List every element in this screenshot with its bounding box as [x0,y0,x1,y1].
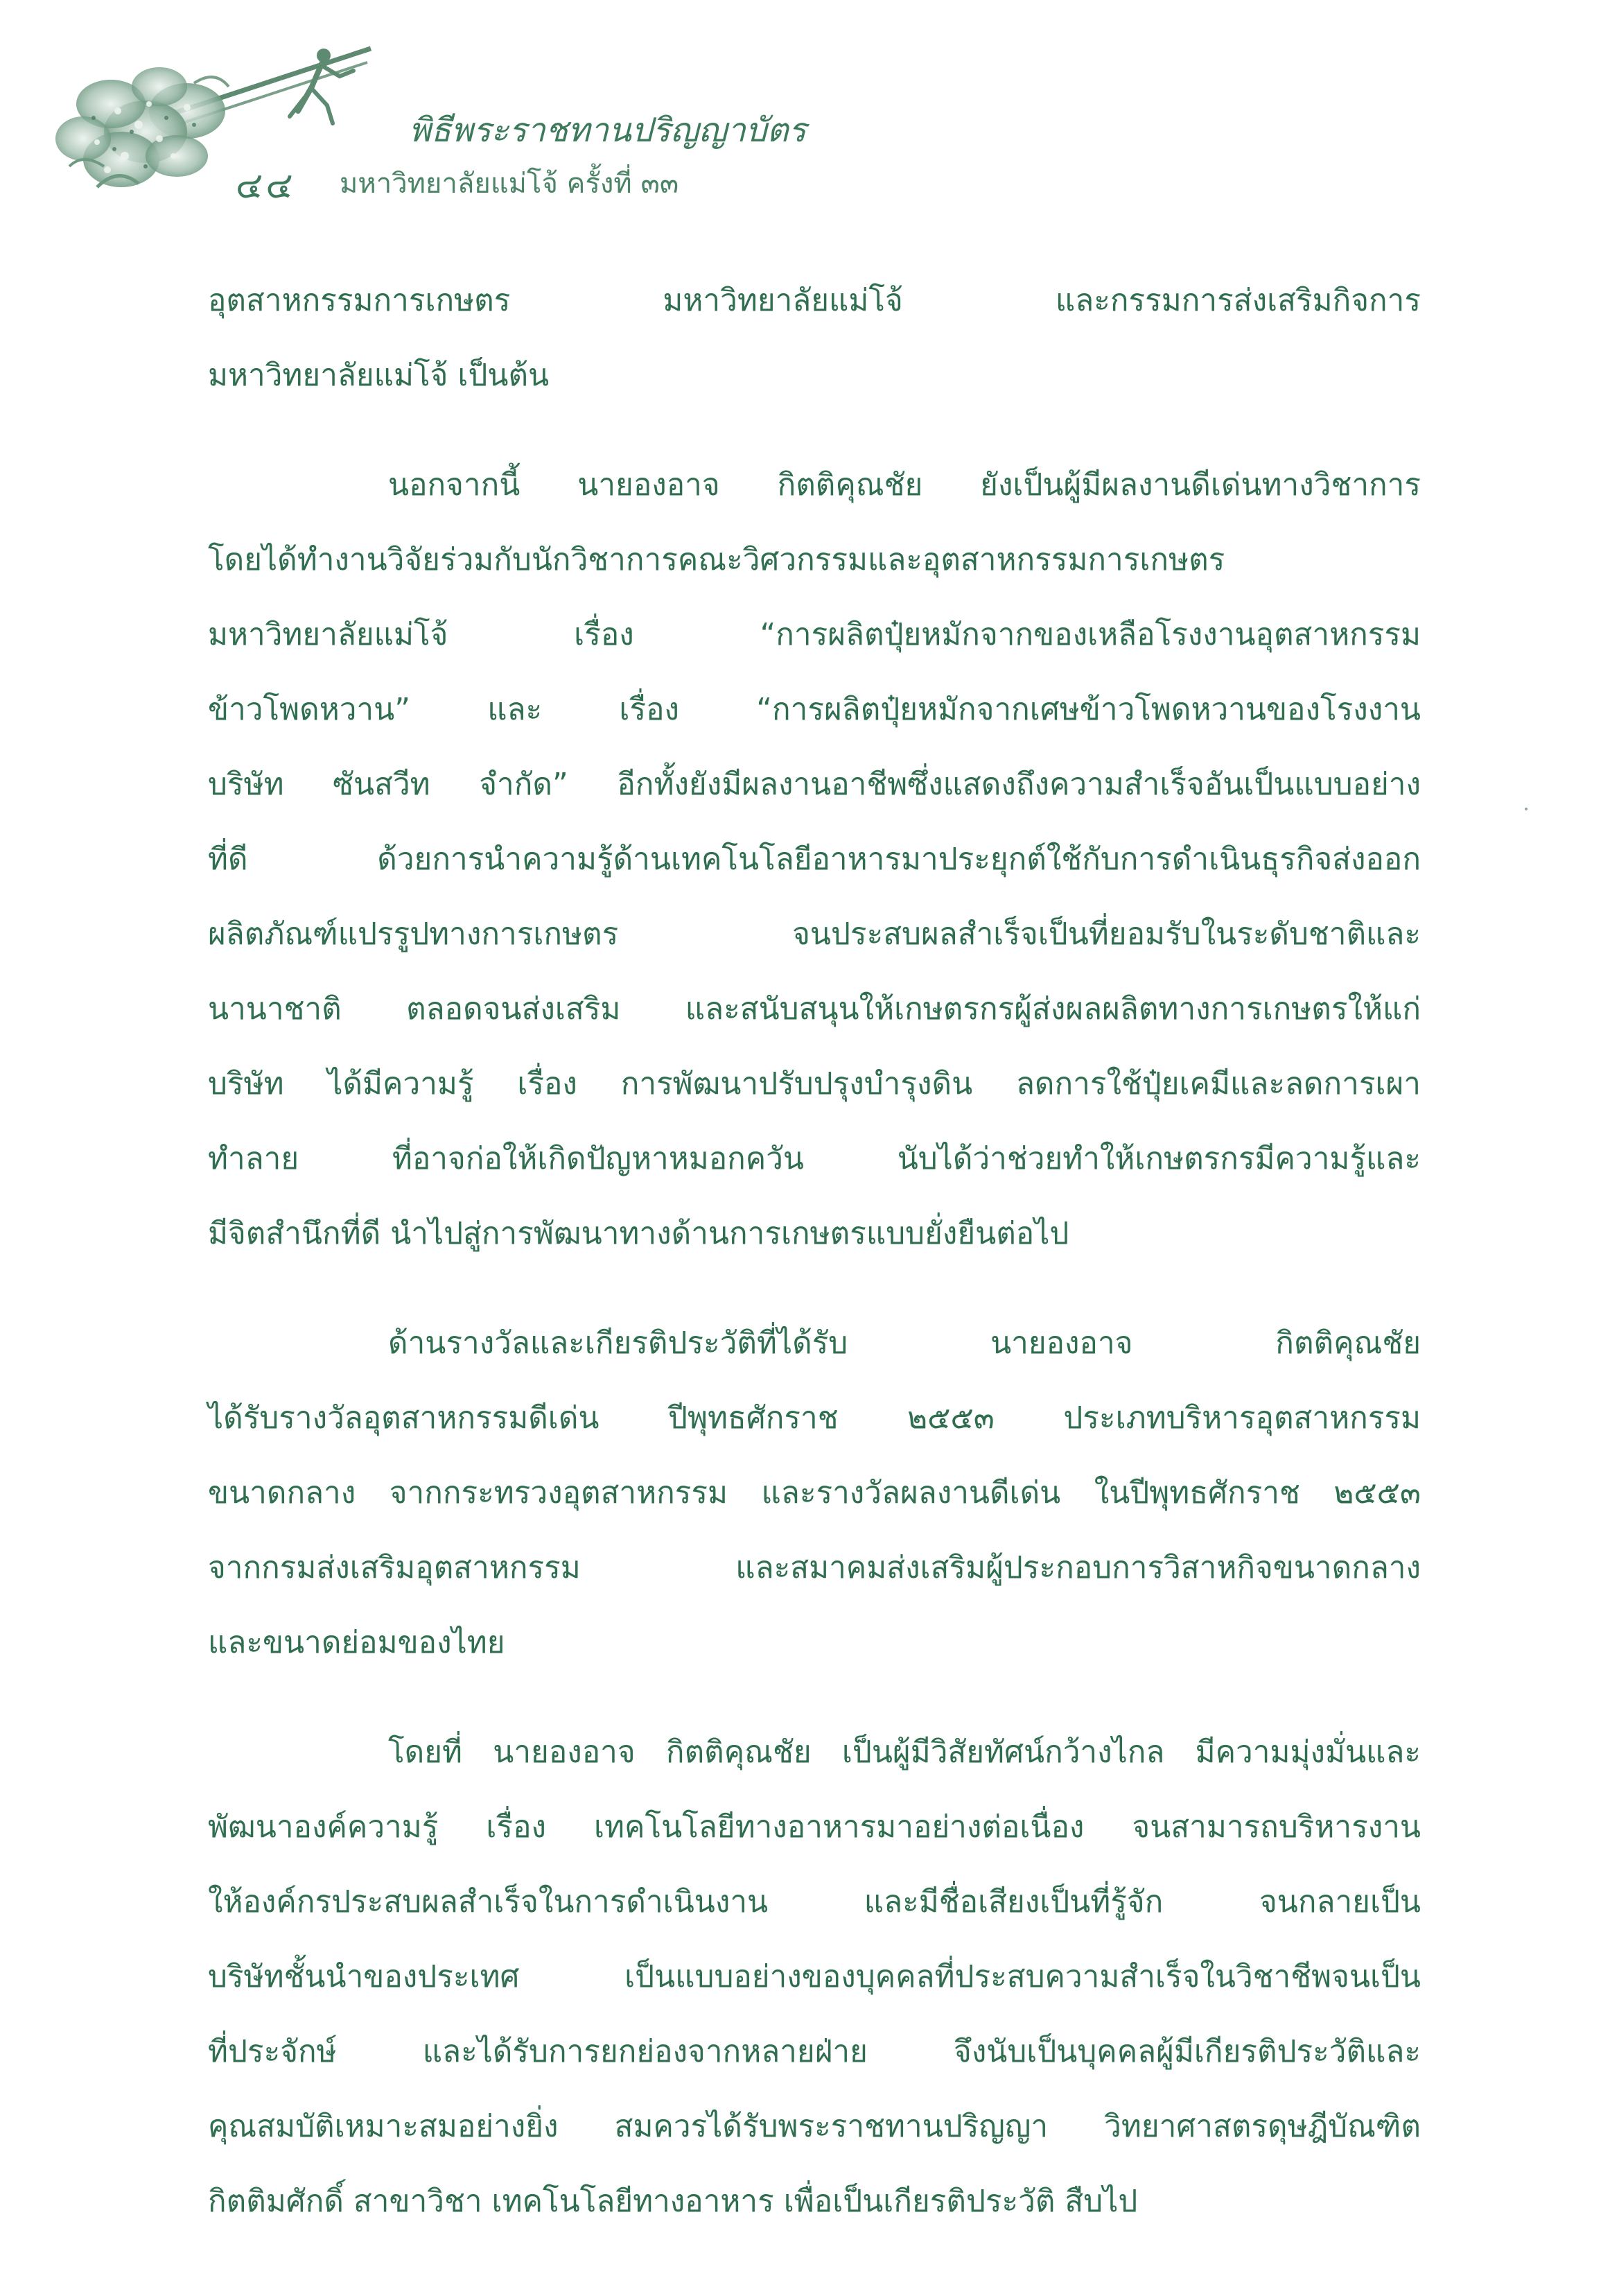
text-line: บริษัทชั้นนำของประเทศ เป็นแบบอย่างของบุคคลที่ประสบความสำเร็จในวิชาชีพจนเป็น [208,1959,1421,1994]
text-line: โดยที่ นายองอาจ กิตติคุณชัย เป็นผู้มีวิสัยทัศน์กว้างไกล มีความมุ่งมั่นและ [388,1734,1421,1770]
text-line: บริษัท ซันสวีท จำกัด” อีกทั้งยังมีผลงานอาชีพซึ่งแสดงถึงความสำเร็จอันเป็นแบบอย่าง [208,767,1421,802]
body-text [208,263,1421,2239]
header-title: พิธีพระราชทานปริญญาบัตร [409,111,807,150]
text-line: บริษัท ได้มีความรู้ เรื่อง การพัฒนาปรับปรุงบำรุงดิน ลดการใช้ปุ๋ยเคมีและลดการเผา [208,1066,1421,1102]
header-subtitle: มหาวิทยาลัยแม่โจ้ ครั้งที่ ๓๓ [340,168,679,200]
text-line: ผลิตภัณฑ์แปรรูปทางการเกษตร จนประสบผลสำเร็จเป็นที่ยอมรับในระดับชาติและ [208,916,1421,952]
text-line: จากกรมส่งเสริมอุตสาหกรรม และสมาคมส่งเสริมผู้ประกอบการวิสาหกิจขนาดกลาง [208,1550,1421,1585]
text-line: ด้านรางวัลและเกียรติประวัติที่ได้รับ นายองอาจ กิตติคุณชัย [388,1325,1421,1361]
paragraph [208,1715,1421,2239]
text-line: มีจิตสำนึกที่ดี นำไปสู่การพัฒนาทางด้านการเกษตรแบบยั่งยืนต่อไป [208,1216,1069,1251]
text-line: และขนาดย่อมของไทย [208,1625,505,1660]
text-line: พัฒนาองค์ความรู้ เรื่อง เทคโนโลยีทางอาหารมาอย่างต่อเนื่อง จนสามารถบริหารงาน [208,1809,1421,1845]
text-line: มหาวิทยาลัยแม่โจ้ เป็นต้น [208,358,550,393]
text-line: ข้าวโพดหวาน” และ เรื่อง “การผลิตปุ๋ยหมักจากเศษข้าวโพดหวานของโรงงาน [208,692,1421,727]
text-line: ขนาดกลาง จากกระทรวงอุตสาหกรรม และรางวัลผลงานดีเด่น ในปีพุทธศักราช ๒๕๕๓ [208,1475,1421,1511]
text-line: กิตติมศักดิ์ สาขาวิชา เทคโนโลยีทางอาหาร เพื่อเป็นเกียรติประวัติ สืบไป [208,2184,1138,2219]
page-number: ๔๔ [236,165,296,207]
text-line: ให้องค์กรประสบผลสำเร็จในการดำเนินงาน และมีชื่อเสียงเป็นที่รู้จัก จนกลายเป็น [208,1884,1421,1920]
scan-speck [1525,808,1528,810]
text-line: นอกจากนี้ นายองอาจ กิตติคุณชัย ยังเป็นผู้มีผลงานดีเด่นทางวิชาการ [388,467,1421,503]
text-line: อุตสาหกรรมการเกษตร มหาวิทยาลัยแม่โจ้ และกรรมการส่งเสริมกิจการ [208,283,1421,318]
text-line: ที่ประจักษ์ และได้รับการยกย่องจากหลายฝ่าย จึงนับเป็นบุคคลผู้มีเกียรติประวัติและ [208,2034,1421,2069]
paragraph [208,1306,1421,1680]
paragraph [208,263,1421,413]
text-line: มหาวิทยาลัยแม่โจ้ เรื่อง “การผลิตปุ๋ยหมักจากของเหลือโรงงานอุตสาหกรรม [208,617,1421,652]
text-line: ที่ดี ด้วยการนำความรู้ด้านเทคโนโลยีอาหารมาประยุกต์ใช้กับการดำเนินธุรกิจส่งออก [208,842,1421,877]
paragraph [208,448,1421,1271]
text-line: โดยได้ทำงานวิจัยร่วมกับนักวิชาการคณะวิศวกรรมและอุตสาหกรรมการเกษตร [208,542,1225,577]
text-line: คุณสมบัติเหมาะสมอย่างยิ่ง สมควรได้รับพระราชทานปริญญา วิทยาศาสตรดุษฎีบัณฑิต [208,2109,1421,2144]
text-line: ได้รับรางวัลอุตสาหกรรมดีเด่น ปีพุทธศักราช ๒๕๕๓ ประเภทบริหารอุตสาหกรรม [208,1400,1421,1436]
text-line: ทำลาย ที่อาจก่อให้เกิดปัญหาหมอกควัน นับได้ว่าช่วยทำให้เกษตรกรมีความรู้และ [208,1141,1421,1176]
text-line: นานาชาติ ตลอดจนส่งเสริม และสนับสนุนให้เกษตรกรผู้ส่งผลผลิตทางการเกษตรให้แก่ [208,991,1421,1027]
